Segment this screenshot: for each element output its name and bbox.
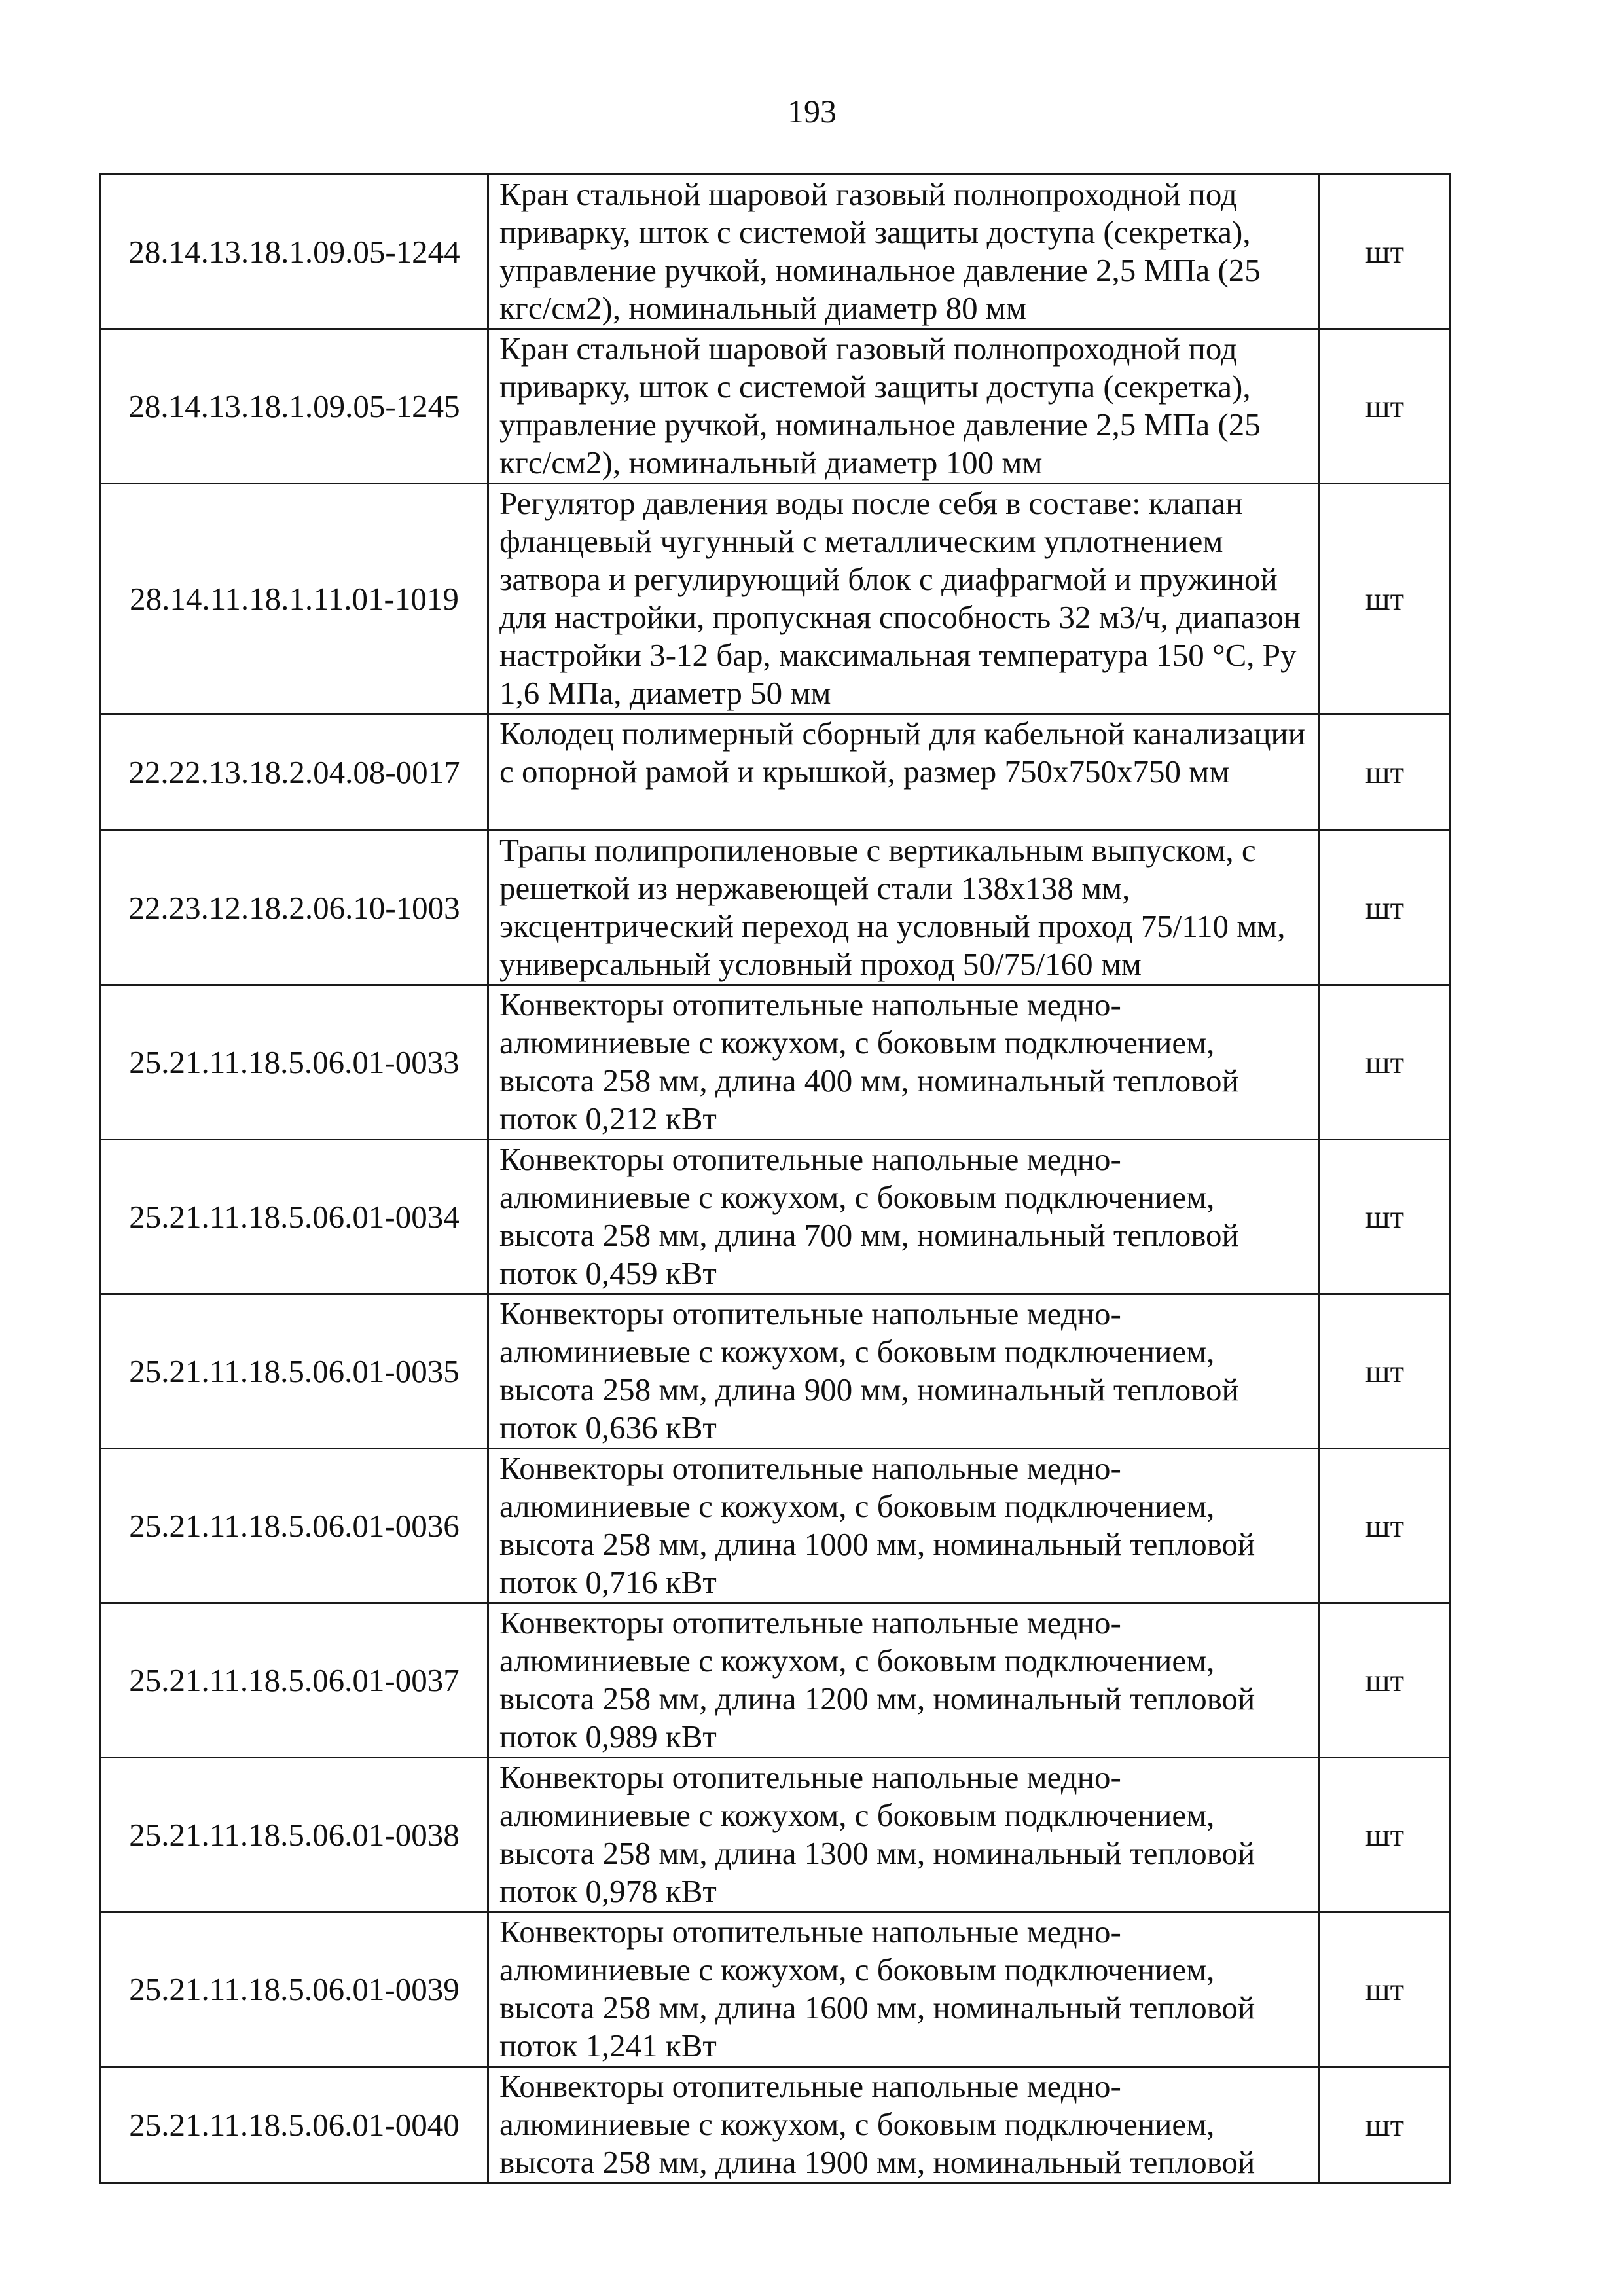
table-row xyxy=(101,1603,1451,1758)
resource-unit: шт xyxy=(1320,1449,1451,1603)
resource-unit: шт xyxy=(1320,2067,1451,2183)
table-row xyxy=(101,484,1451,714)
resource-description: Конвекторы отопительные напольные медно-алюминиевые с кожухом, с боковым подключением, высота 258 мм, длина 1000 мм, номинальный тепловой поток 0,716 кВт xyxy=(488,1449,1320,1603)
resource-unit: шт xyxy=(1320,1603,1451,1758)
resource-unit: шт xyxy=(1320,1758,1451,1912)
resource-code: 25.21.11.18.5.06.01-0039 xyxy=(101,1912,488,2067)
page-number: 193 xyxy=(787,93,837,130)
resource-description: Трапы полипропиленовые с вертикальным выпуском, с решеткой из нержавеющей стали 138х138 мм, эксцентрический переход на условный проход 75/110 мм, универсальный условный проход 50/75/160 мм xyxy=(488,831,1320,985)
resource-description: Колодец полимерный сборный для кабельной канализации с опорной рамой и крышкой, размер 750х750х750 мм xyxy=(488,714,1320,831)
resource-code: 25.21.11.18.5.06.01-0040 xyxy=(101,2067,488,2183)
resource-code: 22.22.13.18.2.04.08-0017 xyxy=(101,714,488,831)
table-row xyxy=(101,1758,1451,1912)
resource-description: Конвекторы отопительные напольные медно-алюминиевые с кожухом, с боковым подключением, высота 258 мм, длина 700 мм, номинальный тепловой поток 0,459 кВт xyxy=(488,1140,1320,1294)
resource-description: Конвекторы отопительные напольные медно-алюминиевые с кожухом, с боковым подключением, высота 258 мм, длина 1900 мм, номинальный тепловой xyxy=(488,2067,1320,2183)
resource-unit: шт xyxy=(1320,831,1451,985)
table-row xyxy=(101,2067,1451,2183)
table-row xyxy=(101,1449,1451,1603)
table-row xyxy=(101,1912,1451,2067)
resource-code: 28.14.11.18.1.11.01-1019 xyxy=(101,484,488,714)
resource-table xyxy=(99,173,1451,2184)
table-row xyxy=(101,1140,1451,1294)
table-row xyxy=(101,1294,1451,1449)
resource-unit: шт xyxy=(1320,484,1451,714)
resource-unit: шт xyxy=(1320,1140,1451,1294)
resource-description: Конвекторы отопительные напольные медно-алюминиевые с кожухом, с боковым подключением, высота 258 мм, длина 1600 мм, номинальный тепловой поток 1,241 кВт xyxy=(488,1912,1320,2067)
resource-code: 28.14.13.18.1.09.05-1245 xyxy=(101,329,488,484)
resource-description: Конвекторы отопительные напольные медно-алюминиевые с кожухом, с боковым подключением, высота 258 мм, длина 400 мм, номинальный тепловой поток 0,212 кВт xyxy=(488,985,1320,1140)
resource-unit: шт xyxy=(1320,714,1451,831)
resource-description: Конвекторы отопительные напольные медно-алюминиевые с кожухом, с боковым подключением, высота 258 мм, длина 1200 мм, номинальный тепловой поток 0,989 кВт xyxy=(488,1603,1320,1758)
resource-unit: шт xyxy=(1320,1912,1451,2067)
resource-code: 22.23.12.18.2.06.10-1003 xyxy=(101,831,488,985)
resource-description: Кран стальной шаровой газовый полнопроходной под приварку, шток с системой защиты доступа (секретка), управление ручкой, номинальное давление 2,5 МПа (25 кгс/см2), номинальный диаметр 80 мм xyxy=(488,175,1320,329)
resource-unit: шт xyxy=(1320,1294,1451,1449)
resource-description: Регулятор давления воды после себя в составе: клапан фланцевый чугунный с металлическим уплотнением затвора и регулирующий блок с диафрагмой и пружиной для настройки, пропускная способность 32 м3/ч, диапазон настройки 3-12 бар, максимальная температура 150 °С, Ру 1,6 МПа, диаметр 50 мм xyxy=(488,484,1320,714)
resource-description: Конвекторы отопительные напольные медно-алюминиевые с кожухом, с боковым подключением, высота 258 мм, длина 900 мм, номинальный тепловой поток 0,636 кВт xyxy=(488,1294,1320,1449)
resource-code: 25.21.11.18.5.06.01-0036 xyxy=(101,1449,488,1603)
resource-code: 25.21.11.18.5.06.01-0034 xyxy=(101,1140,488,1294)
table-row xyxy=(101,831,1451,985)
resource-code: 25.21.11.18.5.06.01-0037 xyxy=(101,1603,488,1758)
table-row xyxy=(101,714,1451,831)
resource-code: 25.21.11.18.5.06.01-0038 xyxy=(101,1758,488,1912)
resource-unit: шт xyxy=(1320,985,1451,1140)
table-row xyxy=(101,175,1451,329)
resource-code: 25.21.11.18.5.06.01-0035 xyxy=(101,1294,488,1449)
table-row xyxy=(101,985,1451,1140)
resource-description: Кран стальной шаровой газовый полнопроходной под приварку, шток с системой защиты доступа (секретка), управление ручкой, номинальное давление 2,5 МПа (25 кгс/см2), номинальный диаметр 100 мм xyxy=(488,329,1320,484)
resource-code: 25.21.11.18.5.06.01-0033 xyxy=(101,985,488,1140)
resource-code: 28.14.13.18.1.09.05-1244 xyxy=(101,175,488,329)
resource-description: Конвекторы отопительные напольные медно-алюминиевые с кожухом, с боковым подключением, высота 258 мм, длина 1300 мм, номинальный тепловой поток 0,978 кВт xyxy=(488,1758,1320,1912)
resource-unit: шт xyxy=(1320,329,1451,484)
table-row xyxy=(101,329,1451,484)
resource-unit: шт xyxy=(1320,175,1451,329)
